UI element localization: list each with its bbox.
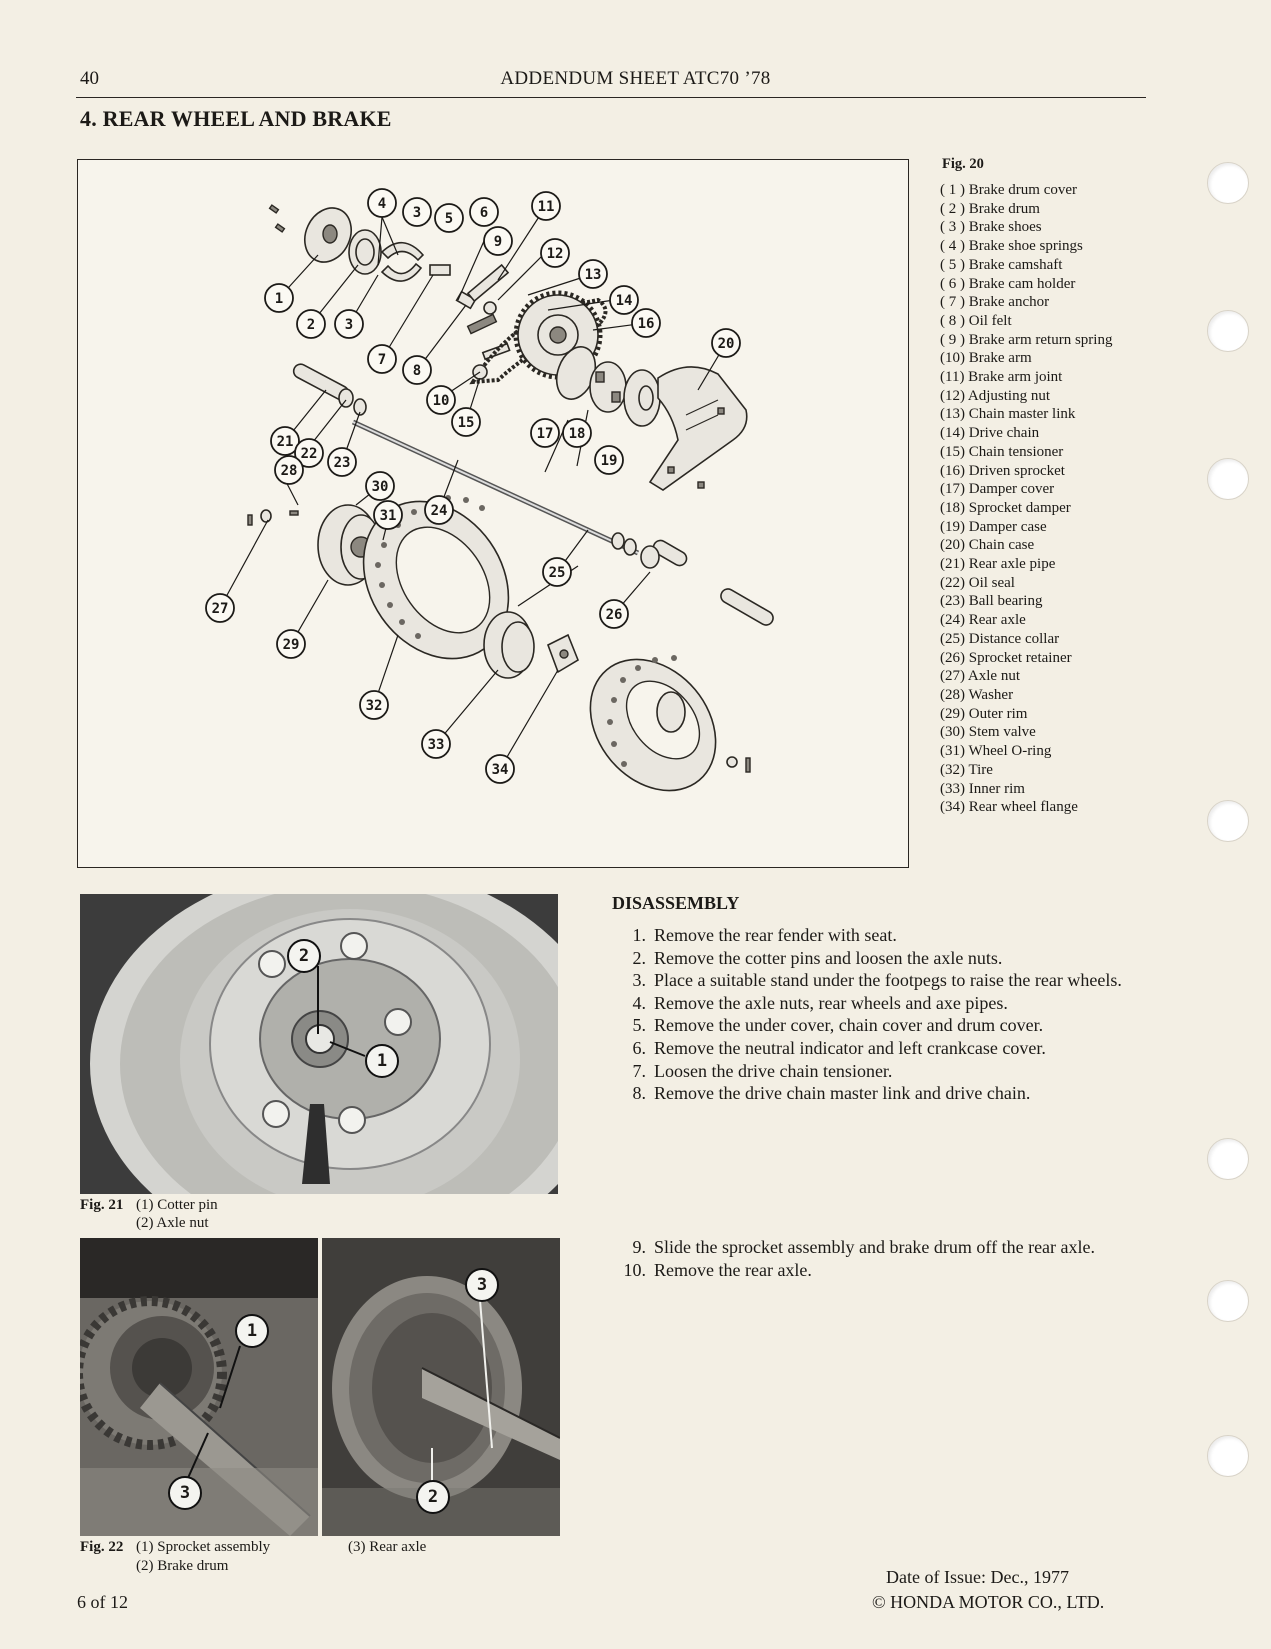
callout-12 bbox=[541, 239, 569, 267]
sheet-count: 6 of 12 bbox=[77, 1592, 128, 1612]
step-item: 10. Remove the rear axle. bbox=[623, 1259, 812, 1280]
svg-text:3: 3 bbox=[412, 205, 422, 221]
step-item: 5. Remove the under cover, chain cover and drum cover. bbox=[632, 1015, 1044, 1036]
step-item: 1. Remove the rear fender with seat. bbox=[632, 925, 897, 945]
section-title: 4. REAR WHEEL AND BRAKE bbox=[80, 106, 392, 131]
parts-list-item: (24) Rear axle bbox=[940, 612, 1026, 629]
figure-22-label: Fig. 22 bbox=[80, 1539, 124, 1555]
callout-3 bbox=[335, 310, 363, 338]
parts-list-item: (18) Sprocket damper bbox=[940, 499, 1071, 516]
parts-list-item: ( 1 ) Brake drum cover bbox=[940, 182, 1078, 198]
svg-text:23: 23 bbox=[333, 455, 351, 471]
svg-text:5: 5 bbox=[444, 211, 454, 227]
callout-23 bbox=[328, 448, 356, 476]
parts-list-item: (25) Distance collar bbox=[940, 630, 1060, 647]
callout-13 bbox=[579, 260, 607, 288]
svg-text:3: 3 bbox=[344, 317, 354, 333]
parts-list-item: (14) Drive chain bbox=[940, 425, 1040, 442]
photo-callout-3: 3 bbox=[168, 1476, 202, 1510]
callout-3b bbox=[403, 198, 431, 226]
parts-list-item: (15) Chain tensioner bbox=[940, 443, 1064, 460]
parts-list-item: (29) Outer rim bbox=[940, 705, 1028, 722]
callout-26 bbox=[600, 600, 628, 628]
svg-text:15: 15 bbox=[457, 415, 475, 431]
parts-list-item: (13) Chain master link bbox=[940, 406, 1076, 423]
parts-list-item: (22) Oil seal bbox=[940, 574, 1015, 591]
figure-21-item: (2) Axle nut bbox=[136, 1215, 209, 1231]
callout-11 bbox=[532, 192, 560, 220]
svg-text:27: 27 bbox=[211, 601, 229, 617]
parts-list-item: (30) Stem valve bbox=[940, 724, 1036, 741]
parts-list-item: (17) Damper cover bbox=[940, 481, 1055, 498]
figure-21-label: Fig. 21 bbox=[80, 1197, 124, 1213]
step-item: 9. Slide the sprocket assembly and brake drum off the rear axle. bbox=[632, 1237, 1096, 1257]
parts-list-item: ( 8 ) Oil felt bbox=[940, 312, 1012, 329]
svg-text:8: 8 bbox=[412, 363, 422, 379]
disassembly-heading: DISASSEMBLY bbox=[612, 893, 740, 913]
callout-6 bbox=[470, 198, 498, 226]
parts-list-item: (34) Rear wheel flange bbox=[940, 799, 1078, 816]
svg-text:17: 17 bbox=[536, 426, 554, 442]
callout-10 bbox=[427, 386, 455, 414]
parts-list-item: (28) Washer bbox=[940, 686, 1014, 703]
binder-hole bbox=[1207, 458, 1249, 500]
parts-list-item: (12) Adjusting nut bbox=[940, 387, 1051, 404]
callout-27 bbox=[206, 594, 234, 622]
binder-hole bbox=[1207, 310, 1249, 352]
svg-text:2: 2 bbox=[306, 317, 316, 333]
callout-2 bbox=[297, 310, 325, 338]
callout-19 bbox=[595, 446, 623, 474]
callout-1 bbox=[265, 284, 293, 312]
callout-16 bbox=[632, 309, 660, 337]
svg-text:20: 20 bbox=[717, 336, 735, 352]
svg-text:28: 28 bbox=[280, 463, 298, 479]
parts-list-item: ( 7 ) Brake anchor bbox=[940, 294, 1050, 311]
callout-20 bbox=[712, 329, 740, 357]
step-item: 3. Place a suitable stand under the footpegs to raise the rear wheels. bbox=[632, 970, 1122, 991]
header-title: ADDENDUM SHEET ATC70 ’78 bbox=[500, 68, 771, 89]
photo-callout-1: 1 bbox=[365, 1044, 399, 1078]
callout-31 bbox=[374, 501, 402, 529]
binder-hole bbox=[1207, 1138, 1249, 1180]
parts-list-item: ( 2 ) Brake drum bbox=[940, 200, 1040, 217]
svg-text:29: 29 bbox=[282, 637, 300, 653]
svg-text:10: 10 bbox=[432, 393, 450, 409]
svg-text:33: 33 bbox=[427, 737, 445, 753]
callout-34 bbox=[486, 755, 514, 783]
svg-text:34: 34 bbox=[491, 762, 509, 778]
page-number: 40 bbox=[80, 68, 99, 89]
parts-list-item: ( 3 ) Brake shoes bbox=[940, 219, 1042, 236]
figure-22-photo-sprocket bbox=[80, 1238, 318, 1536]
binder-hole bbox=[1207, 162, 1249, 204]
figure-22-item: (2) Brake drum bbox=[136, 1558, 229, 1574]
header-rule bbox=[76, 97, 1146, 98]
svg-text:18: 18 bbox=[568, 426, 586, 442]
parts-list bbox=[940, 181, 1112, 817]
binder-hole bbox=[1207, 1280, 1249, 1322]
step-item: 6. Remove the neutral indicator and left crankcase cover. bbox=[632, 1037, 1046, 1058]
parts-list-item: (20) Chain case bbox=[940, 537, 1035, 554]
parts-list-item: (33) Inner rim bbox=[940, 780, 1025, 797]
figure-21-caption bbox=[80, 1196, 218, 1232]
photo-callout-3: 3 bbox=[465, 1268, 499, 1302]
svg-text:21: 21 bbox=[276, 434, 294, 450]
svg-text:32: 32 bbox=[365, 698, 383, 714]
figure-22-photo-brake-drum bbox=[322, 1238, 560, 1536]
callout-18 bbox=[563, 419, 591, 447]
callout-5 bbox=[435, 204, 463, 232]
callout-4 bbox=[368, 189, 396, 217]
copyright: © HONDA MOTOR CO., LTD. bbox=[872, 1592, 1105, 1612]
svg-text:14: 14 bbox=[615, 293, 633, 309]
callout-25 bbox=[543, 558, 571, 586]
figure-20-label: Fig. 20 bbox=[942, 156, 984, 172]
parts-list-item: (19) Damper case bbox=[940, 518, 1047, 535]
parts-list-item: (21) Rear axle pipe bbox=[940, 556, 1056, 573]
callout-14 bbox=[610, 286, 638, 314]
exploded-view-diagram bbox=[78, 160, 907, 866]
svg-text:12: 12 bbox=[546, 246, 564, 262]
parts-list-item: (27) Axle nut bbox=[940, 668, 1020, 685]
svg-text:11: 11 bbox=[537, 199, 555, 215]
binder-hole bbox=[1207, 800, 1249, 842]
svg-text:13: 13 bbox=[584, 267, 602, 283]
parts-list-item: (32) Tire bbox=[940, 761, 993, 778]
svg-text:22: 22 bbox=[300, 446, 318, 462]
svg-text:1: 1 bbox=[274, 291, 284, 307]
photo-callout-1: 1 bbox=[235, 1314, 269, 1348]
svg-text:6: 6 bbox=[479, 205, 489, 221]
photo-callout-2: 2 bbox=[416, 1480, 450, 1514]
parts-list-item: ( 4 ) Brake shoe springs bbox=[940, 238, 1083, 255]
figure-22-item: (3) Rear axle bbox=[348, 1539, 427, 1555]
parts-list-item: ( 5 ) Brake camshaft bbox=[940, 256, 1063, 273]
figure-21-photo bbox=[80, 894, 558, 1194]
parts-list-item: (16) Driven sprocket bbox=[940, 462, 1065, 479]
parts-list-item: (31) Wheel O-ring bbox=[940, 743, 1052, 760]
svg-text:24: 24 bbox=[430, 503, 448, 519]
figure-21-item: (1) Cotter pin bbox=[136, 1197, 218, 1213]
parts-list-item: ( 6 ) Brake cam holder bbox=[940, 275, 1076, 292]
svg-text:30: 30 bbox=[371, 479, 389, 495]
svg-text:4: 4 bbox=[377, 196, 387, 212]
step-item: 7. Loosen the drive chain tensioner. bbox=[632, 1060, 893, 1081]
callout-7 bbox=[368, 345, 396, 373]
step-item: 4. Remove the axle nuts, rear wheels and axe pipes. bbox=[632, 992, 1008, 1013]
svg-text:16: 16 bbox=[637, 316, 655, 332]
figure-20-frame bbox=[77, 159, 909, 868]
callout-32 bbox=[360, 691, 388, 719]
svg-text:25: 25 bbox=[548, 565, 566, 581]
callout-29 bbox=[277, 630, 305, 658]
callout-33 bbox=[422, 730, 450, 758]
disassembly-steps-continued bbox=[612, 1236, 1152, 1281]
issue-date: Date of Issue: Dec., 1977 bbox=[886, 1567, 1069, 1587]
photo-callout-2: 2 bbox=[287, 939, 321, 973]
parts-list-item: ( 9 ) Brake arm return spring bbox=[940, 331, 1113, 348]
parts-list-item: (23) Ball bearing bbox=[940, 593, 1043, 610]
parts-list-item: (11) Brake arm joint bbox=[940, 369, 1063, 386]
parts-list-item: (10) Brake arm bbox=[940, 350, 1032, 367]
parts-list-item: (26) Sprocket retainer bbox=[940, 649, 1072, 666]
callout-30 bbox=[366, 472, 394, 500]
step-item: 8. Remove the drive chain master link and drive chain. bbox=[632, 1083, 1031, 1104]
binder-hole bbox=[1207, 1435, 1249, 1477]
disassembly-steps bbox=[612, 924, 1152, 1105]
callout-24 bbox=[425, 496, 453, 524]
step-item: 2. Remove the cotter pins and loosen the axle nuts. bbox=[632, 947, 1003, 968]
svg-text:7: 7 bbox=[377, 352, 387, 368]
svg-text:9: 9 bbox=[493, 234, 503, 250]
callout-28 bbox=[275, 456, 303, 484]
callout-15 bbox=[452, 408, 480, 436]
svg-text:26: 26 bbox=[605, 607, 623, 623]
callout-17 bbox=[531, 419, 559, 447]
figure-22-caption bbox=[80, 1538, 427, 1576]
callout-9 bbox=[484, 227, 512, 255]
svg-text:31: 31 bbox=[379, 508, 397, 524]
svg-text:19: 19 bbox=[600, 453, 618, 469]
figure-22-item: (1) Sprocket assembly bbox=[136, 1539, 271, 1555]
callout-8 bbox=[403, 356, 431, 384]
